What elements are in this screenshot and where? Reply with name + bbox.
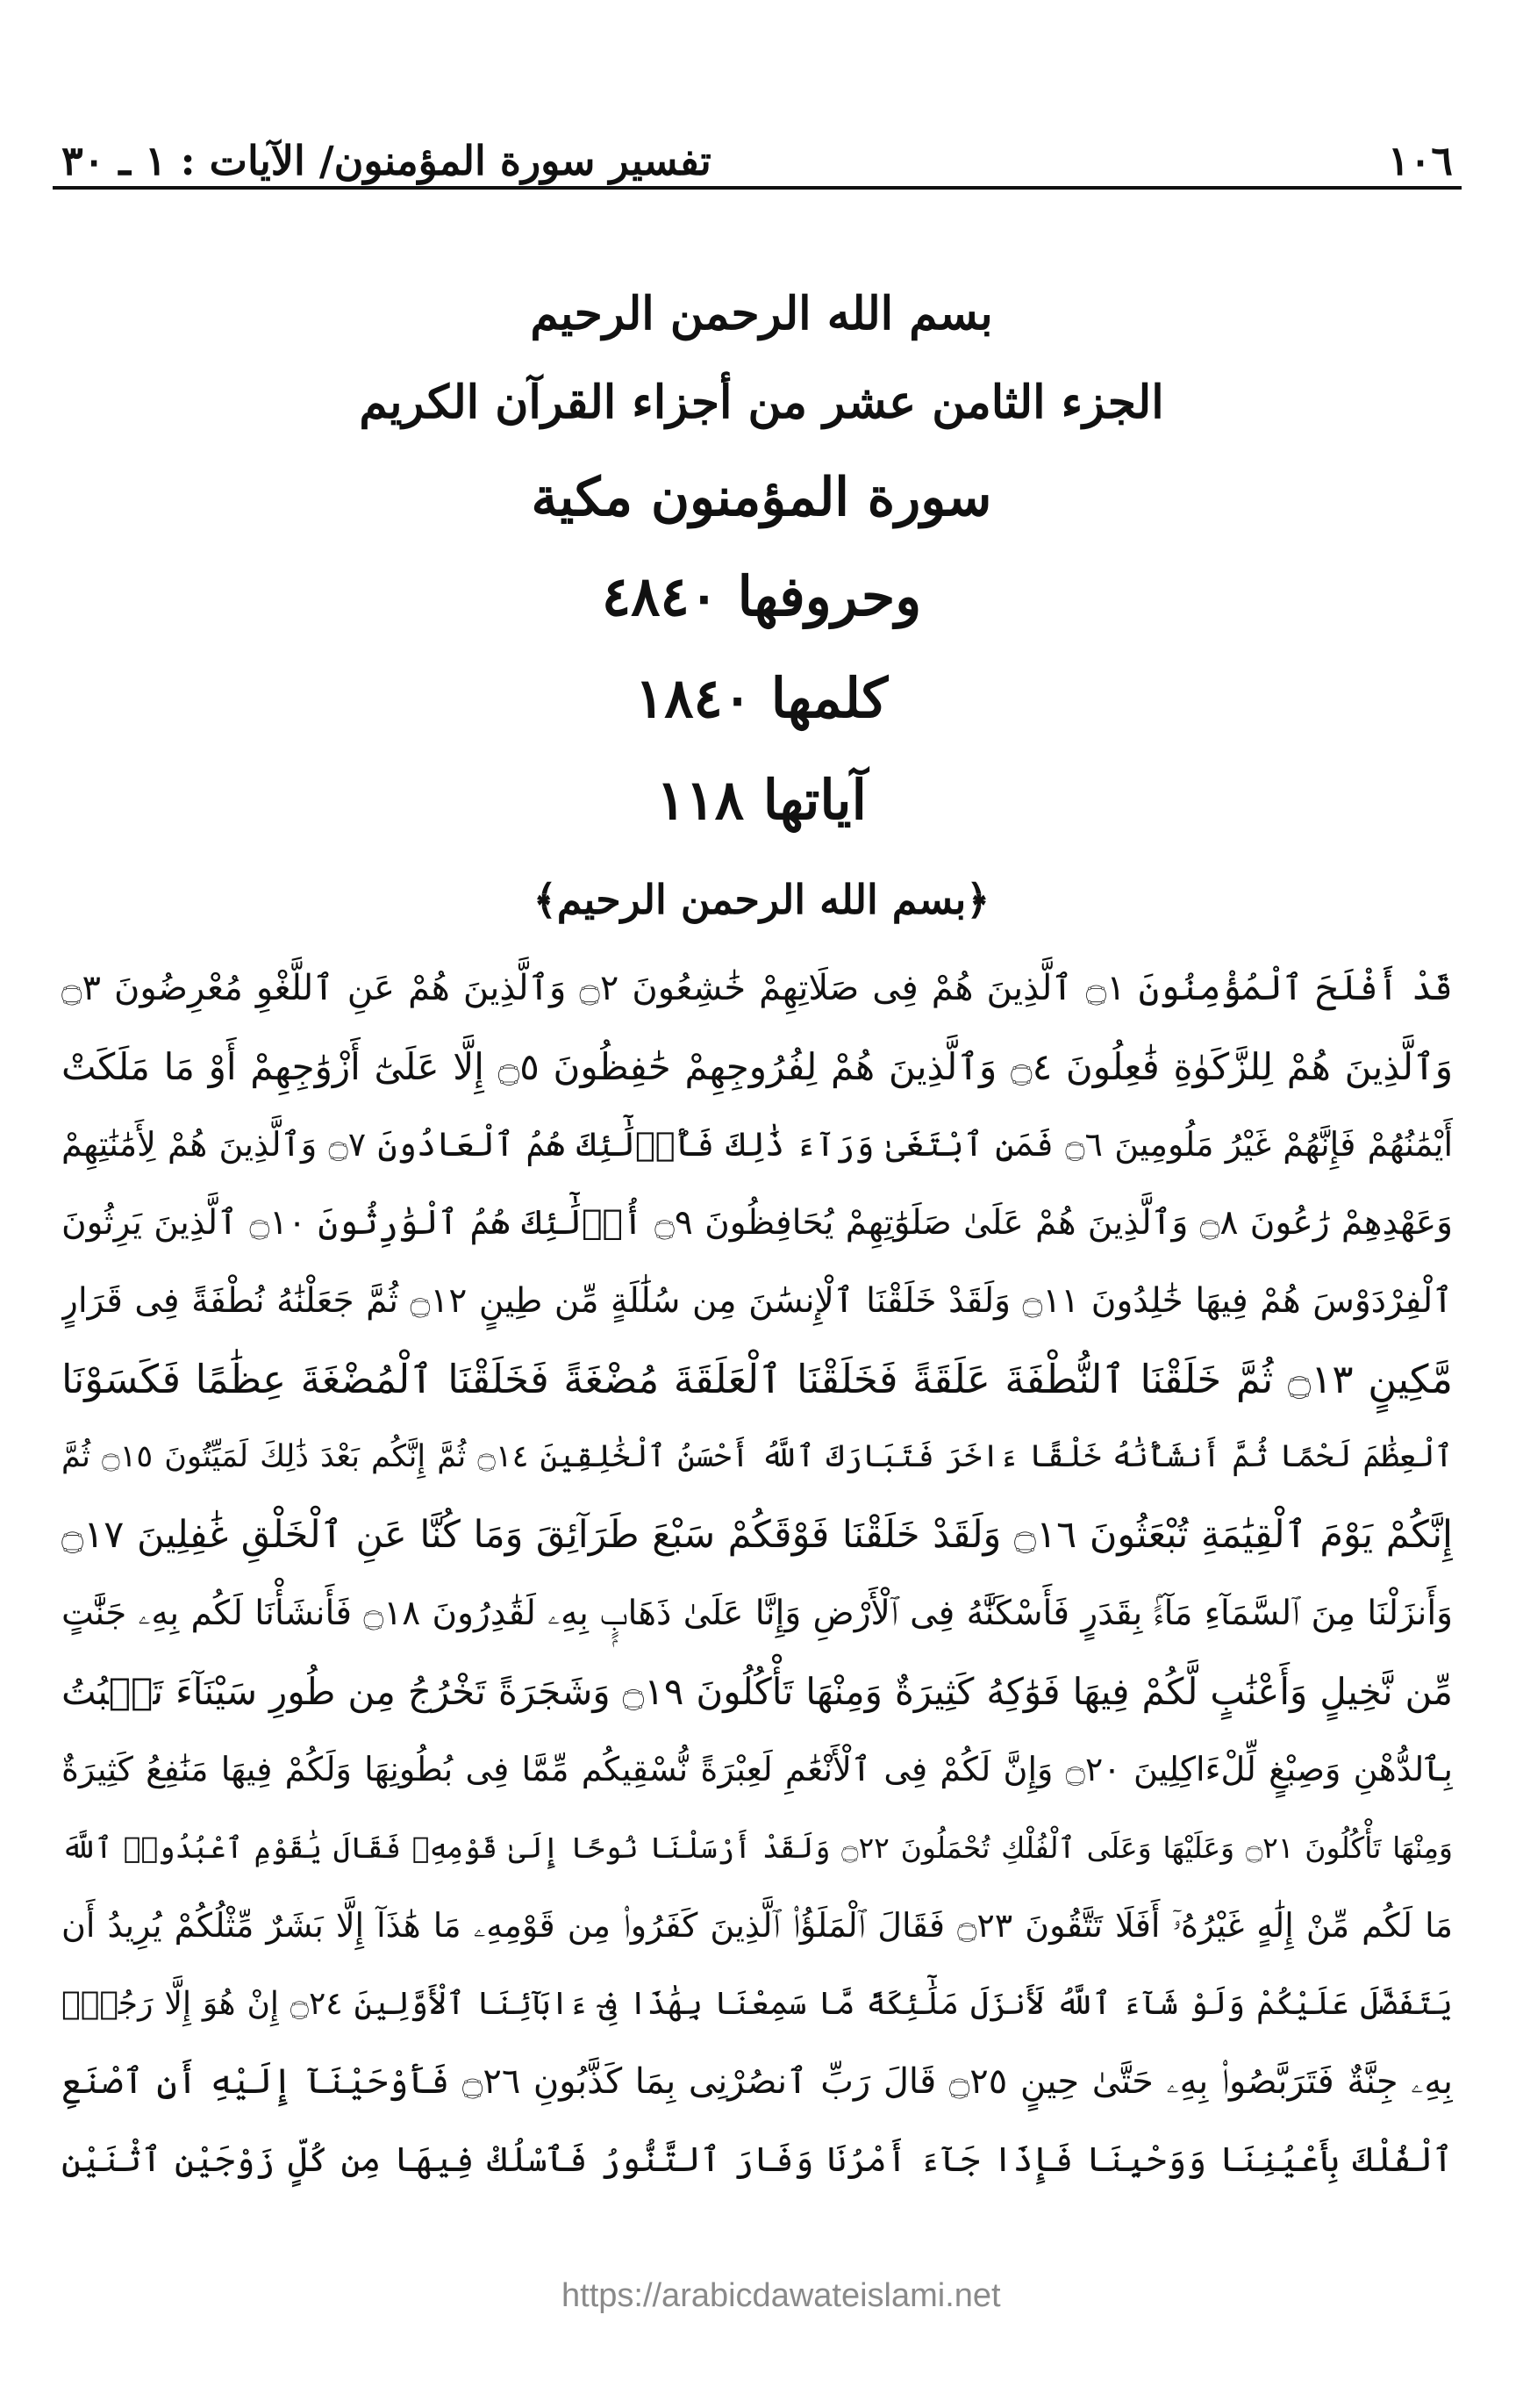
title-ayat: آياتها ١١٨ — [656, 768, 867, 832]
quran-line: أَيْمَٰنُهُمْ فَإِنَّهُمْ غَيْرُ مَلُومِينَ ۝٦ فَمَنِ ٱبْتَغَىٰ وَرَآءَ ذَٰلِكَ فَأُو۟لَٰٓئِكَ هُمُ ٱلْعَادُونَ ۝٧ وَٱلَّذِينَ هُمْ لِأَمَٰنَٰتِهِمْ — [61, 1125, 1453, 1164]
watermark-url: https://arabicdawateislami.net — [561, 2277, 1001, 2314]
quran-line: ٱلْفُلْكَ بِأَعْيُنِنَا وَوَحْيِنَا فَإِذَا جَآءَ أَمْرُنَا وَفَارَ ٱلتَّنُّورُ فَٱسْلُكْ فِيهَا مِن كُلٍّ زَوْجَيْنِ ٱثْنَيْنِ — [61, 2140, 1453, 2180]
quran-line: وَمِنْهَا تَأْكُلُونَ ۝٢١ وَعَلَيْهَا وَعَلَى ٱلْفُلْكِ تُحْمَلُونَ ۝٢٢ وَلَقَدْ أَرْسَلْنَا نُوحًا إِلَىٰ قَوْمِهِۦ فَقَالَ يَٰقَوْمِ ٱعْبُدُوا۟ ٱللَّهَ — [61, 1831, 1453, 1865]
quran-line: قَدْ أَفْلَحَ ٱلْمُؤْمِنُونَ ۝١ ٱلَّذِينَ هُمْ فِى صَلَاتِهِمْ خَٰشِعُونَ ۝٢ وَٱلَّذِينَ هُمْ عَنِ ٱللَّغْوِ مُعْرِضُونَ ۝٣ — [61, 968, 1453, 1008]
quran-line: بِٱلدُّهْنِ وَصِبْغٍ لِّلْءَاكِلِينَ ۝٢٠ وَإِنَّ لَكُمْ فِى ٱلْأَنْعَٰمِ لَعِبْرَةً نُّسْقِيكُم مِّمَّا فِى بُطُونِهَا وَلَكُمْ فِيهَا مَنَٰفِعُ كَثِيرَةٌ — [61, 1750, 1453, 1788]
quran-line: مَّكِينٍ ۝١٣ ثُمَّ خَلَقْنَا ٱلنُّطْفَةَ عَلَقَةً فَخَلَقْنَا ٱلْعَلَقَةَ مُضْغَةً فَخَلَقْنَا ٱلْمُضْغَةَ عِظَٰمًا فَكَسَوْنَا — [61, 1356, 1453, 1402]
title-basmala: بسم الله الرحمن الرحيم — [530, 287, 993, 340]
quran-line: وَأَنزَلْنَا مِنَ ٱلسَّمَآءِ مَآءًۢ بِقَدَرٍ فَأَسْكَنَّٰهُ فِى ٱلْأَرْضِ وَإِنَّا عَلَىٰ ذَهَابٍۭ بِهِۦ لَقَٰدِرُونَ ۝١٨ فَأَنشَأْنَا لَكُم بِهِۦ جَنَّٰتٍ — [61, 1594, 1453, 1633]
title-letters: وحروفها ٤٨٤٠ — [601, 564, 922, 628]
title-juz: الجزء الثامن عشر من أجزاء القرآن الكريم — [359, 376, 1164, 429]
running-header — [61, 123, 1453, 184]
quran-text — [61, 950, 1453, 2199]
quran-line: يَتَفَضَّلَ عَلَيْكُمْ وَلَوْ شَآءَ ٱللَّهُ لَأَنزَلَ مَلَٰٓئِكَةً مَّا سَمِعْنَا بِهَٰذَا فِىٓ ءَابَآئِنَا ٱلْأَوَّلِينَ ۝٢٤ إِنْ هُوَ إِلَّا رَجُلٌۢ — [61, 1986, 1453, 2022]
quran-line: ٱلْعِظَٰمَ لَحْمًا ثُمَّ أَنشَأْنَٰهُ خَلْقًا ءَاخَرَ فَتَبَارَكَ ٱللَّهُ أَحْسَنُ ٱلْخَٰلِقِينَ ۝١٤ ثُمَّ إِنَّكُم بَعْدَ ذَٰلِكَ لَمَيِّتُونَ ۝١٥ ثُمَّ — [61, 1439, 1453, 1474]
header-rule — [53, 186, 1462, 190]
running-title: تفسير سورة المؤمنون/ الآيات : ١ ـ ٣٠ — [61, 137, 711, 184]
basmala-ornate: ﴿بسم الله الرحمن الرحيم﴾ — [533, 876, 990, 923]
quran-line: مَا لَكُم مِّنْ إِلَٰهٍ غَيْرُهُۥٓ أَفَلَا تَتَّقُونَ ۝٢٣ فَقَالَ ٱلْمَلَؤُا۟ ٱلَّذِينَ كَفَرُوا۟ مِن قَوْمِهِۦ مَا هَٰذَآ إِلَّا بَشَرٌ مِّثْلُكُمْ يُرِيدُ أَن — [61, 1906, 1453, 1945]
title-words: كلمها ١٨٤٠ — [634, 666, 889, 730]
title-surah: سورة المؤمنون مكية — [531, 467, 992, 528]
quran-line: بِهِۦ جِنَّةٌ فَتَرَبَّصُوا۟ بِهِۦ حَتَّىٰ حِينٍ ۝٢٥ قَالَ رَبِّ ٱنصُرْنِى بِمَا كَذَّبُونِ ۝٢٦ فَأَوْحَيْنَآ إِلَيْهِ أَنِ ٱصْنَعِ — [61, 2061, 1453, 2102]
quran-line: ٱلْفِرْدَوْسَ هُمْ فِيهَا خَٰلِدُونَ ۝١١ وَلَقَدْ خَلَقْنَا ٱلْإِنسَٰنَ مِن سُلَٰلَةٍ مِّن طِينٍ ۝١٢ ثُمَّ جَعَلْنَٰهُ نُطْفَةً فِى قَرَارٍ — [61, 1281, 1453, 1321]
quran-line: وَعَهْدِهِمْ رَٰعُونَ ۝٨ وَٱلَّذِينَ هُمْ عَلَىٰ صَلَوَٰتِهِمْ يُحَافِظُونَ ۝٩ أُو۟لَٰٓئِكَ هُمُ ٱلْوَٰرِثُونَ ۝١٠ ٱلَّذِينَ يَرِثُونَ — [61, 1203, 1453, 1243]
quran-line: مِّن نَّخِيلٍ وَأَعْنَٰبٍ لَّكُمْ فِيهَا فَوَٰكِهُ كَثِيرَةٌ وَمِنْهَا تَأْكُلُونَ ۝١٩ وَشَجَرَةً تَخْرُجُ مِن طُورِ سَيْنَآءَ تَنۢبُتُ — [61, 1670, 1453, 1713]
quran-line: إِنَّكُمْ يَوْمَ ٱلْقِيَٰمَةِ تُبْعَثُونَ ۝١٦ وَلَقَدْ خَلَقْنَا فَوْقَكُمْ سَبْعَ طَرَآئِقَ وَمَا كُنَّا عَنِ ٱلْخَلْقِ غَٰفِلِينَ ۝١٧ — [61, 1513, 1453, 1557]
page-number: ١٠٦ — [1387, 137, 1453, 184]
quran-line: وَٱلَّذِينَ هُمْ لِلزَّكَوٰةِ فَٰعِلُونَ ۝٤ وَٱلَّذِينَ هُمْ لِفُرُوجِهِمْ حَٰفِظُونَ ۝٥ إِلَّا عَلَىٰٓ أَزْوَٰجِهِمْ أَوْ مَا مَلَكَتْ — [61, 1045, 1453, 1088]
title-block — [0, 272, 1523, 851]
